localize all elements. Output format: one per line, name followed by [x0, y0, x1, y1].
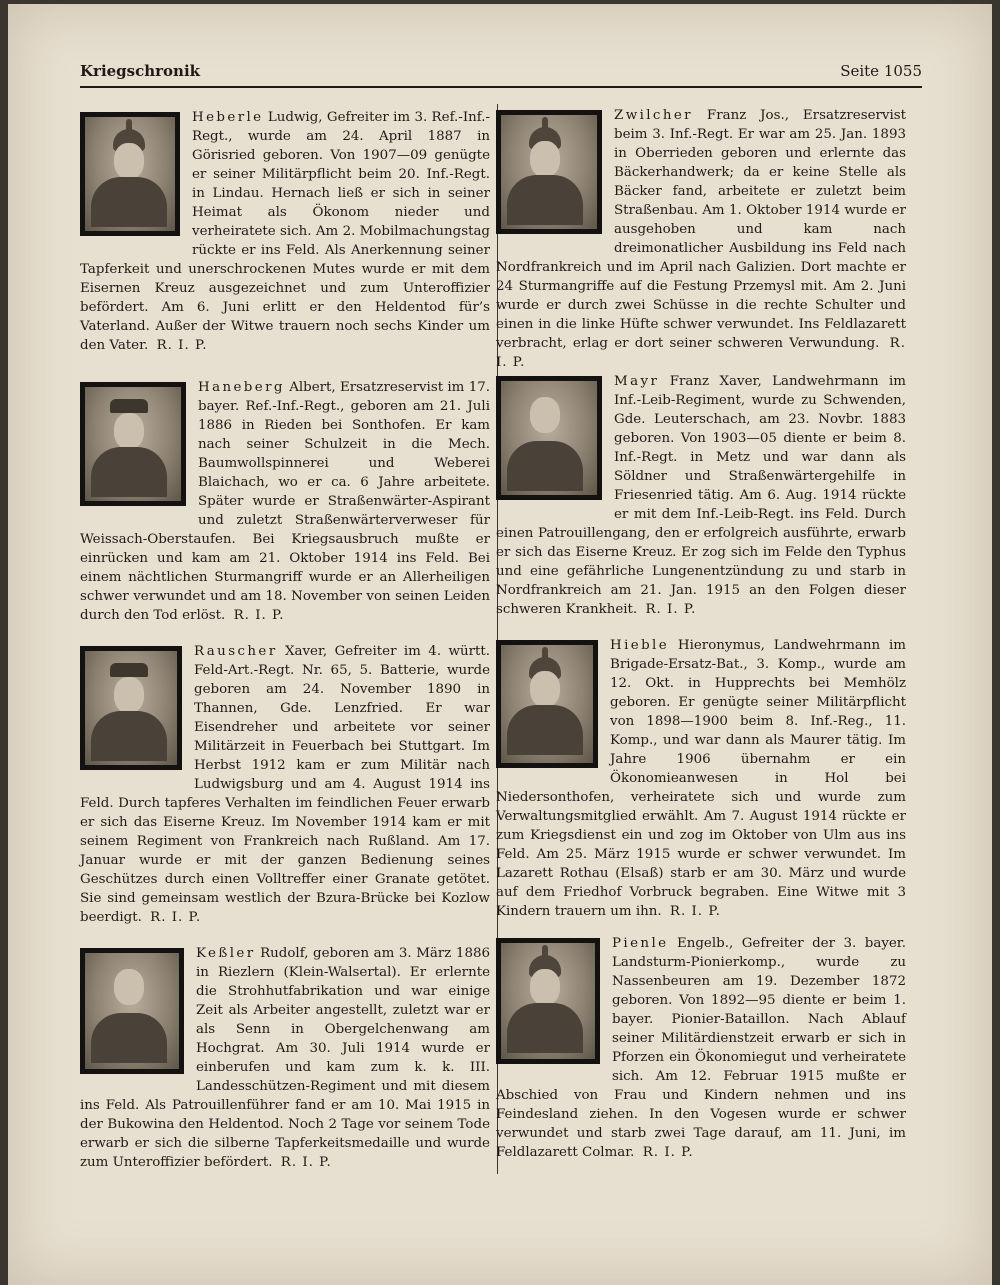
obituary-body: Rudolf, geboren am 3. März 1886 in Riezlern (Klein-Walsertal). Er erlernte die Strohhutfabrikation und war einige Zeit als Arbeiter angestellt, zuletzt war er als Senn in Obergelchenwang am Hochgrat. Am 30. Juli 1914 wurde er einberufen und kam zum k. k. III. Landesschützen-Regiment und mit diesem ins Feld. Als Patrouillenführer fand er am 10. Mai 1915 in der Bukowina den Heldentod. Noch 2 Tage vor seinem Tode erwarb er sich die silberne Tapferkeitsmedaille und wurde zum Unteroffizier befördert. [80, 946, 490, 1170]
rip-mark: R. I. P. [496, 336, 906, 370]
soldier-portrait [501, 115, 597, 229]
portrait-frame [496, 110, 602, 234]
rip-mark: R. I. P. [156, 338, 208, 353]
soldier-portrait [501, 645, 593, 763]
obituary-entry [80, 108, 490, 355]
obituary-body: Franz Xaver, Landwehrmann im Inf.-Leib-Regiment, wurde zu Schwenden, Gde. Leuterschach, am 23. Novbr. 1883 geboren. Von 1903—05 diente er beim 8. Inf.-Regt. in Metz und war dann als Söldner und Straßenwärtergehilfe in Friesenried tätig. Am 6. Aug. 1914 rückte er mit dem Inf.-Leib-Regt. ins Feld. Durch einen Patrouillengang, den er erfolgreich ausführte, erwarb er sich das Eiserne Kreuz. Er zog sich im Felde den Typhus und eine gefährliche Lungenentzündung zu und starb in Nordfrankreich am 21. Jan. 1915 an den Folgen dieser schweren Krankheit. [496, 374, 906, 617]
obituary-entry [496, 106, 906, 372]
soldier-portrait [501, 943, 595, 1059]
portrait-frame [80, 646, 182, 770]
soldier-surname: Keßler [196, 946, 256, 961]
portrait-frame [496, 938, 600, 1064]
soldier-surname: Haneberg [198, 380, 285, 395]
obituary-entry [80, 944, 490, 1172]
soldier-portrait [85, 953, 179, 1069]
rip-mark: R. I. P. [150, 910, 202, 925]
obituary-body: Engelb., Gefreiter der 3. bayer. Landsturm-Pionierkomp., wurde zu Nassenbeuren am 19. Dezember 1872 geboren. Von 1892—95 diente er beim 1. bayer. Pionier-Bataillon. Nach Ablauf seiner Militärdienstzeit erwarb er sich in Pforzen ein Ökonomiegut und verheiratete sich. Am 12. Februar 1915 mußte er Abschied von Frau und Kindern nehmen und ins Feindesland ziehen. In den Vogesen wurde er schwer verwundet und starb zwei Tage darauf, am 11. Juni, im Feldlazarett Colmar. [496, 936, 906, 1160]
obituary-body: Franz Jos., Ersatzreservist beim 3. Inf.-Regt. Er war am 25. Jan. 1893 in Oberrieden geboren und erlernte das Bäckerhandwerk; da er keine Stelle als Bäcker fand, arbeitete er zuletzt beim Straßenbau. Am 1. Oktober 1914 wurde er ausgehoben und kam nach dreimonatlicher Ausbildung ins Feld nach Nordfrankreich und im April nach Galizien. Dort machte er 24 Sturmangriffe auf die Festung Przemysl mit. Am 2. Juni wurde er durch zwei Schüsse in die rechte Schulter und einen in die linke Hüfte schwer verwundet. Ins Feldlazarett verbracht, erlag er dort seiner schweren Verwundung. [496, 108, 906, 351]
portrait-frame [80, 382, 186, 506]
portrait-frame [496, 640, 598, 768]
rip-mark: R. I. P. [642, 1145, 694, 1160]
rip-mark: R. I. P. [233, 608, 285, 623]
obituary-body: Ludwig, Gefreiter im 3. Ref.-Inf.-Regt., wurde am 24. April 1887 in Görisried geboren. Von 1907—09 genügte er seiner Militärpflicht beim 20. Inf.-Regt. in Lindau. Hernach ließ er sich in seiner Heimat als Ökonom nieder und verheiratete sich. Am 2. Mobilmachungstag rückte er ins Feld. Als Anerkennung seiner Tapferkeit und unerschrockenen Mutes wurde er mit dem Eisernen Kreuz ausgezeichnet und zum Unteroffizier befördert. Am 6. Juni erlitt er den Heldentod für’s Vaterland. Außer der Witwe trauern noch sechs Kinder um den Vater. [80, 110, 491, 353]
soldier-surname: Mayr [614, 374, 660, 389]
soldier-portrait [501, 381, 597, 495]
obituary-entry [496, 636, 906, 921]
soldier-portrait [85, 117, 175, 231]
portrait-frame [80, 948, 184, 1074]
newspaper-page [8, 4, 992, 1285]
soldier-surname: Hieble [610, 638, 670, 653]
obituary-body: Xaver, Gefreiter im 4. württ. Feld-Art.-Regt. Nr. 65, 5. Batterie, wurde geboren am 24. November 1890 in Thannen, Gde. Lenzfried. Er war Eisendreher und arbeitete vor seiner Militärzeit in Feuerbach bei Stuttgart. Im Herbst 1912 kam er zum Militär nach Ludwigsburg und am 4. August 1914 ins Feld. Durch tapferes Verhalten im feindlichen Feuer erwarb er sich das Eiserne Kreuz. Im November 1914 kam er mit seinem Regiment von Frankreich nach Rußland. Am 17. Januar wurde er mit der ganzen Bedienung seines Geschützes durch einen Volltreffer einer Granate getötet. Sie sind gemeinsam westlich der Bzura-Brücke bei Kozlow beerdigt. [80, 644, 491, 925]
portrait-frame [496, 376, 602, 500]
soldier-portrait [85, 651, 177, 765]
soldier-surname: Heberle [192, 110, 264, 125]
soldier-surname: Pienle [612, 936, 669, 951]
soldier-portrait [85, 387, 181, 501]
obituary-entry [80, 642, 490, 927]
rip-mark: R. I. P. [669, 904, 721, 919]
soldier-surname: Zwilcher [614, 108, 693, 123]
obituary-body: Albert, Ersatzreservist im 17. bayer. Ref.-Inf.-Regt., geboren am 21. Juli 1886 in Rieden bei Sonthofen. Er kam nach seiner Schulzeit in die Mech. Baumwollspinnerei und Weberei Blaichach, wo er ca. 6 Jahre arbeitete. Später wurde er Straßenwärter-Aspirant und zuletzt Straßenwärterverweser für Weissach-Oberstaufen. Bei Kriegsausbruch mußte er einrücken und kam am 21. Oktober 1914 ins Feld. Bei einem nächtlichen Sturmangriff wurde er an Allerheiligen schwer verwundet und am 18. November von seinen Leiden durch den Tod erlöst. [80, 380, 490, 623]
rip-mark: R. I. P. [280, 1155, 332, 1170]
portrait-frame [80, 112, 180, 236]
obituary-entry [80, 378, 490, 625]
obituary-entry [496, 372, 906, 619]
obituary-body: Hieronymus, Landwehrmann im Brigade-Ersatz-Bat., 3. Komp., wurde am 12. Okt. in Hupprechts bei Memhölz geboren. Er genügte seiner Militärpflicht von 1898—1900 beim 8. Inf.-Reg., 11. Komp., und war dann als Maurer tätig. Im Jahre 1906 übernahm er ein Ökonomieanwesen in Hol bei Niedersonthofen, verheiratete sich und wurde zum Verwaltungsmitglied erwählt. Am 7. August 1914 rückte er zum Kriegsdienst ein und zog im Oktober von Ulm aus ins Feld. Am 25. März 1915 wurde er schwer verwundet. Im Lazarett Rothau (Elsaß) starb er am 30. März und wurde auf dem Friedhof Vorbruck begraben. Eine Witwe mit 3 Kindern trauern um ihn. [496, 638, 906, 919]
running-head [80, 62, 922, 88]
section-title: Kriegschronik [80, 62, 201, 80]
rip-mark: R. I. P. [645, 602, 697, 617]
obituary-entry [496, 934, 906, 1162]
soldier-surname: Rauscher [194, 644, 278, 659]
page-number: Seite 1055 [840, 62, 922, 80]
